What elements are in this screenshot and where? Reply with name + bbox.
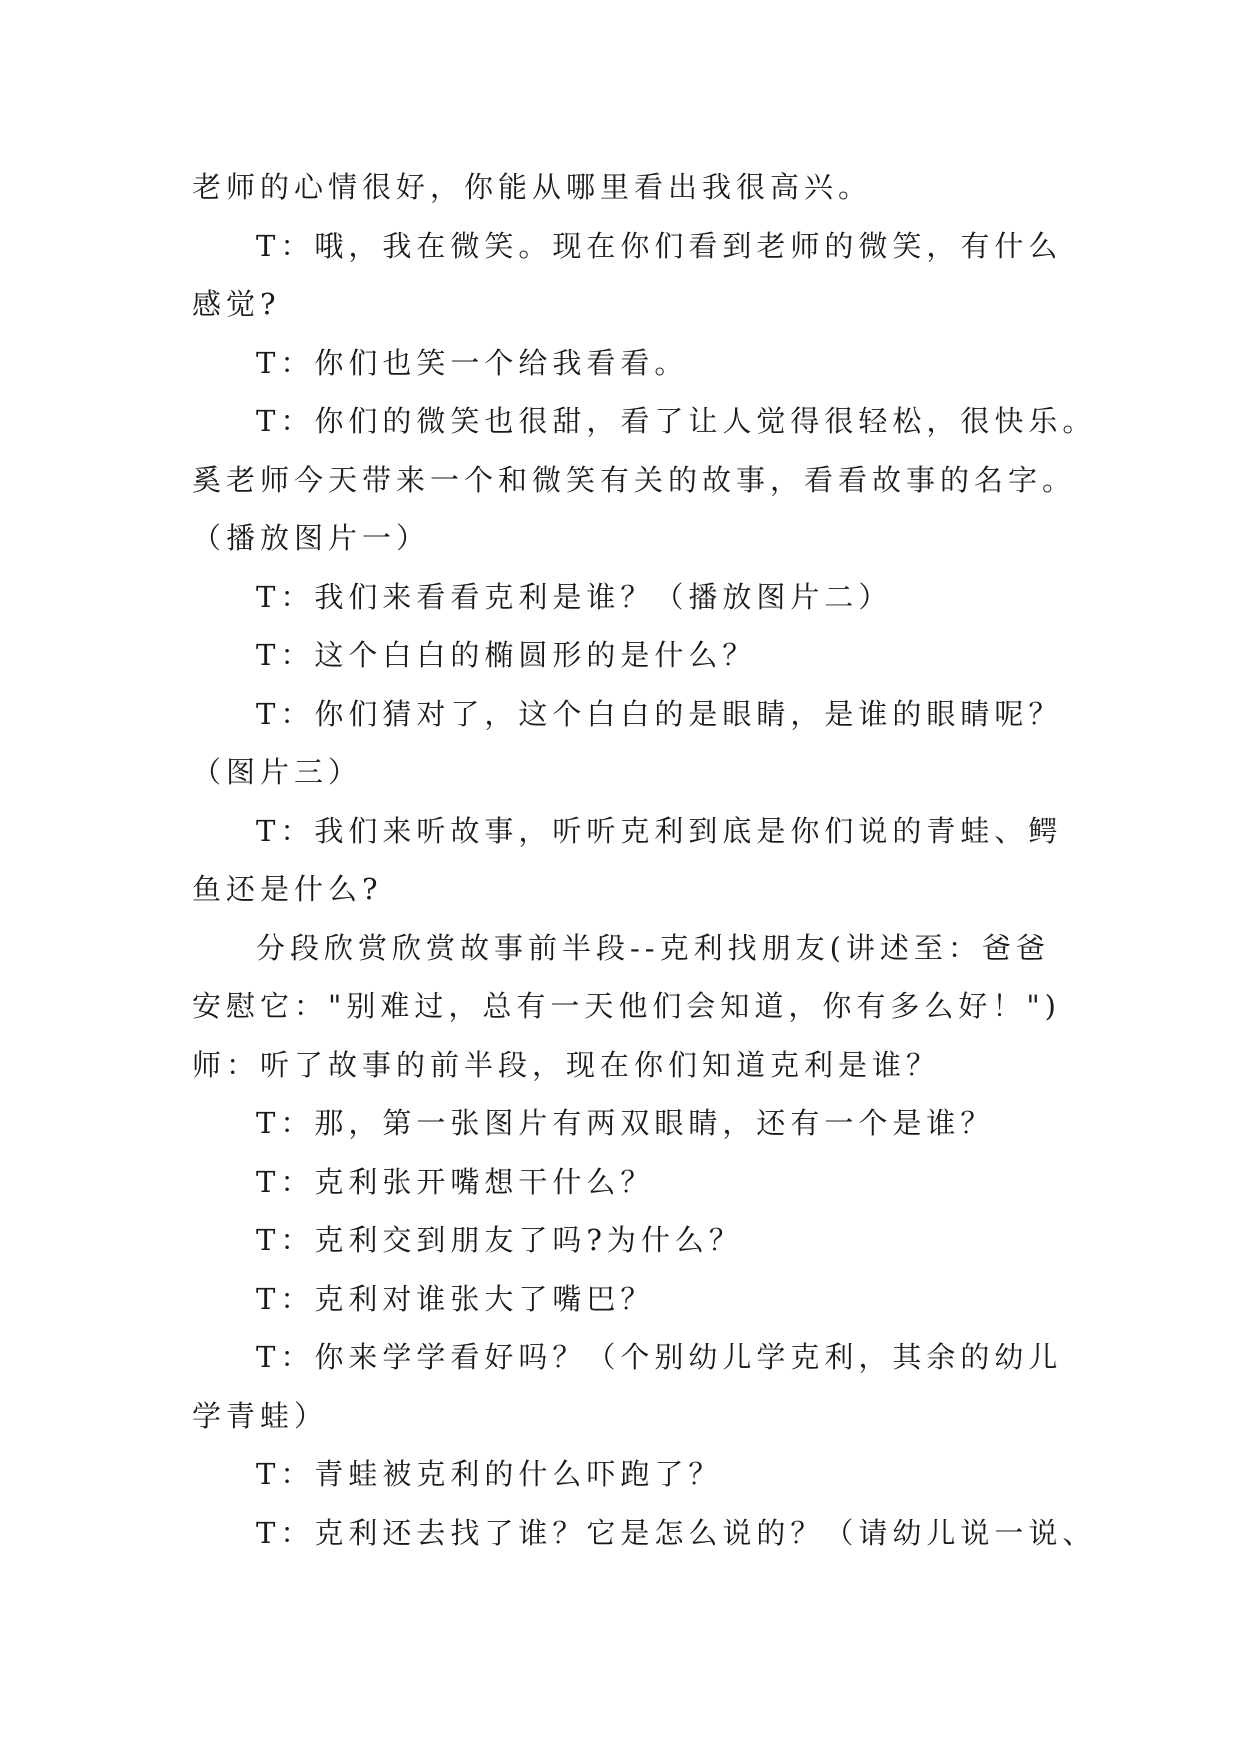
text-line-8: T：我们来看看克利是谁？（播放图片二） xyxy=(256,579,893,614)
text-line-1: 老师的心情很好，你能从哪里看出我很高兴。 xyxy=(192,170,873,204)
text-line-22: 学青蛙） xyxy=(192,1398,329,1433)
text-line-16: 师：听了故事的前半段，现在你们知道克利是谁？ xyxy=(192,1047,941,1082)
text-line-6: 奚老师今天带来一个和微笑有关的故事，看看故事的名字。 xyxy=(192,462,1077,497)
text-line-5: T：你们的微笑也很甜，看了让人觉得很轻松，很快乐。 xyxy=(256,404,1097,438)
text-line-24: T：克利还去找了谁？它是怎么说的？（请幼儿说一说、 xyxy=(256,1515,1097,1550)
text-line-10: T：你们猜对了，这个白白的是眼睛，是谁的眼睛呢？ xyxy=(256,696,1063,731)
text-line-12: T：我们来听故事，听听克利到底是你们说的青蛙、鳄 xyxy=(256,813,1063,848)
text-line-14: 分段欣赏欣赏故事前半段--克利找朋友(讲述至：爸爸 xyxy=(256,930,1050,965)
text-line-18: T：克利张开嘴想干什么？ xyxy=(256,1164,655,1199)
text-line-2: T：哦，我在微笑。现在你们看到老师的微笑，有什么 xyxy=(256,228,1063,263)
text-line-9: T：这个白白的椭圆形的是什么？ xyxy=(256,638,757,672)
text-line-3: 感觉? xyxy=(192,287,281,321)
text-line-21: T：你来学学看好吗？（个别幼儿学克利，其余的幼儿 xyxy=(256,1340,1063,1374)
text-line-17: T：那，第一张图片有两双眼睛，还有一个是谁？ xyxy=(256,1106,995,1140)
document-body xyxy=(192,158,1097,1562)
text-line-4: T：你们也笑一个给我看看。 xyxy=(256,345,689,380)
text-line-15: 安慰它："别难过，总有一天他们会知道，你有多么好！") xyxy=(192,989,1061,1023)
text-line-23: T：青蛙被克利的什么吓跑了？ xyxy=(256,1457,723,1491)
text-line-13: 鱼还是什么? xyxy=(192,872,383,906)
text-line-20: T：克利对谁张大了嘴巴？ xyxy=(256,1281,655,1316)
text-line-19: T：克利交到朋友了吗?为什么？ xyxy=(256,1223,743,1257)
text-line-11: （图片三） xyxy=(192,755,363,789)
text-line-7: （播放图片一） xyxy=(192,521,431,555)
